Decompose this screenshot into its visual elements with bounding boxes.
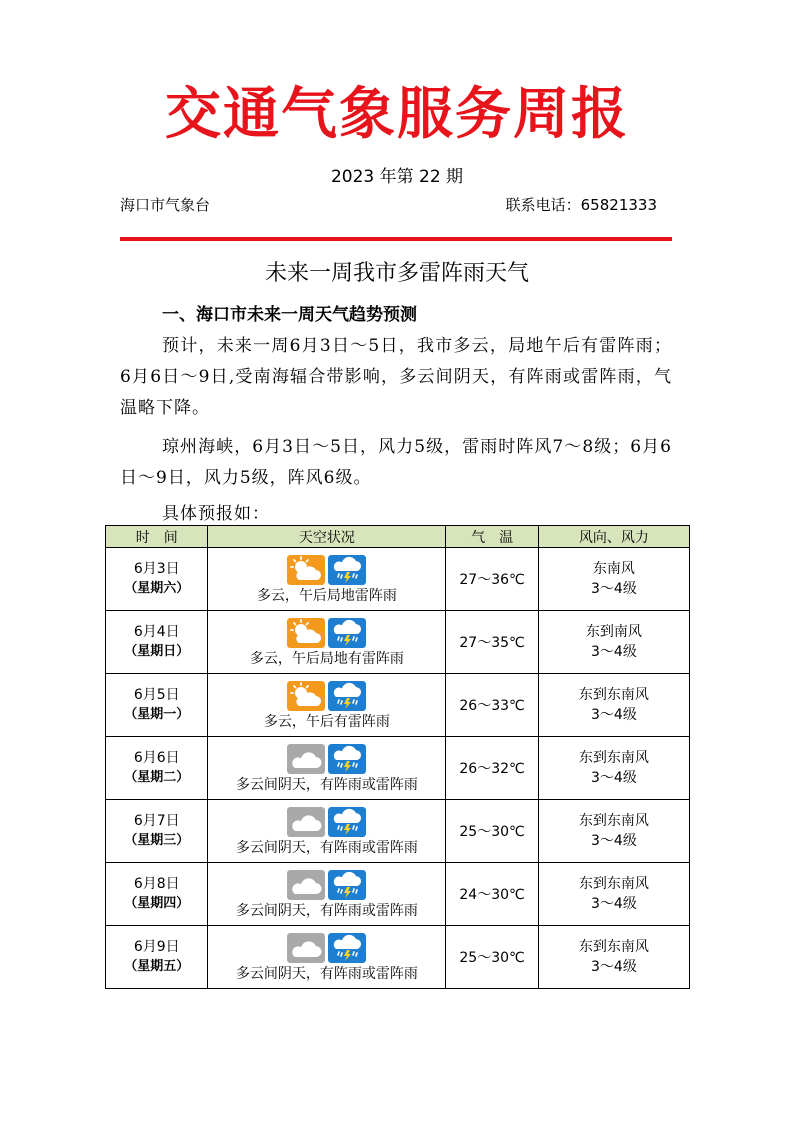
date-cell: [106, 926, 208, 989]
sky-cell: [208, 611, 446, 674]
table-row: [106, 611, 690, 674]
partly-sunny-icon: [287, 618, 325, 648]
header-time: 时 间: [106, 526, 208, 548]
temperature-cell: 26～33℃: [446, 674, 539, 737]
temperature-cell: 27～36℃: [446, 548, 539, 611]
temperature-cell: 25～30℃: [446, 800, 539, 863]
wind-cell: [538, 611, 689, 674]
table-row: [106, 863, 690, 926]
wind-direction: 东到东南风: [578, 750, 649, 766]
thunderstorm-icon: [328, 933, 366, 963]
date-cell: [106, 674, 208, 737]
wind-direction: 东南风: [592, 561, 635, 577]
phone-number: 65821333: [580, 196, 657, 214]
date-cell: [106, 611, 208, 674]
sky-cell: [208, 926, 446, 989]
weather-icons: [208, 618, 445, 648]
overcast-icon: [287, 870, 325, 900]
date-cell: [106, 737, 208, 800]
wind-force: 3～4级: [591, 707, 637, 723]
weekday-text: （星期一）: [124, 707, 190, 722]
wind-direction: 东到东南风: [578, 687, 649, 703]
temperature-cell: 26～32℃: [446, 737, 539, 800]
sky-description: 多云间阴天，有阵雨或雷阵雨: [235, 903, 418, 919]
date-text: 6月7日: [133, 813, 180, 829]
sky-description: 多云间阴天，有阵雨或雷阵雨: [235, 966, 418, 982]
date-text: 6月3日: [133, 561, 180, 577]
weekday-text: （星期日）: [124, 644, 190, 659]
sky-cell: [208, 863, 446, 926]
wind-force: 3～4级: [591, 770, 637, 786]
temperature-cell: 27～35℃: [446, 611, 539, 674]
date-text: 6月6日: [133, 750, 180, 766]
thunderstorm-icon: [328, 870, 366, 900]
sky-description: 多云，午后局地有雷阵雨: [249, 651, 404, 667]
date-text: 6月4日: [133, 624, 180, 640]
report-title: 交通气象服务周报: [165, 82, 629, 147]
weekday-text: （星期三）: [124, 833, 190, 848]
weather-icons: [208, 744, 445, 774]
temperature-cell: 24～30℃: [446, 863, 539, 926]
forecast-paragraph-strait: 琼州海峡，6月3日～5日，风力5级，雷雨时阵风7～8级；6月6日～9日，风力5级，阵风6级。: [120, 437, 672, 488]
sky-description: 多云间阴天，有阵雨或雷阵雨: [235, 840, 418, 856]
wind-cell: [538, 926, 689, 989]
date-text: 6月8日: [133, 876, 180, 892]
wind-direction: 东到东南风: [578, 939, 649, 955]
thunderstorm-icon: [328, 744, 366, 774]
date-cell: [106, 548, 208, 611]
sky-cell: [208, 800, 446, 863]
thunderstorm-icon: [328, 681, 366, 711]
wind-force: 3～4级: [591, 644, 637, 660]
wind-force: 3～4级: [591, 959, 637, 975]
weather-icons: [208, 807, 445, 837]
forecast-intro: 具体预报如：: [162, 504, 270, 524]
table-row: [106, 800, 690, 863]
weekday-text: （星期五）: [124, 959, 190, 974]
wind-cell: [538, 548, 689, 611]
weekday-text: （星期四）: [124, 896, 190, 911]
wind-direction: 东到南风: [585, 624, 642, 640]
phone-label: 联系电话：: [505, 196, 581, 214]
temperature-cell: 25～30℃: [446, 926, 539, 989]
wind-force: 3～4级: [591, 581, 637, 597]
wind-cell: [538, 737, 689, 800]
header-sky: 天空状况: [208, 526, 446, 548]
weather-icons: [208, 555, 445, 585]
date-text: 6月9日: [133, 939, 180, 955]
weekday-text: （星期六）: [124, 581, 190, 596]
thunderstorm-icon: [328, 807, 366, 837]
overcast-icon: [287, 933, 325, 963]
forecast-table: [105, 525, 690, 989]
sky-description: 多云，午后有雷阵雨: [263, 714, 390, 730]
thunderstorm-icon: [328, 618, 366, 648]
wind-direction: 东到东南风: [578, 876, 649, 892]
overcast-icon: [287, 744, 325, 774]
sky-description: 多云间阴天，有阵雨或雷阵雨: [235, 777, 418, 793]
sky-description: 多云，午后局地雷阵雨: [256, 588, 397, 604]
forecast-paragraph-city: 预计，未来一周6月3日～5日，我市多云，局地午后有雷阵雨；6月6日～9日,受南海辐合带影响，多云间阴天，有阵雨或雷阵雨，气温略下降。: [120, 336, 672, 418]
weather-icons: [208, 933, 445, 963]
sky-cell: [208, 674, 446, 737]
sky-cell: [208, 548, 446, 611]
contact-phone: [506, 194, 657, 215]
thunderstorm-icon: [328, 555, 366, 585]
wind-cell: [538, 800, 689, 863]
sky-cell: [208, 737, 446, 800]
wind-force: 3～4级: [591, 896, 637, 912]
partly-sunny-icon: [287, 555, 325, 585]
table-header-row: [106, 526, 690, 548]
forecast-table-body: [106, 548, 690, 989]
wind-force: 3～4级: [591, 833, 637, 849]
weather-icons: [208, 681, 445, 711]
date-cell: [106, 800, 208, 863]
table-row: [106, 548, 690, 611]
table-row: [106, 926, 690, 989]
date-text: 6月5日: [133, 687, 180, 703]
wind-cell: [538, 674, 689, 737]
wind-cell: [538, 863, 689, 926]
organization-name: 海口市气象台: [120, 196, 211, 214]
table-row: [106, 737, 690, 800]
weather-icons: [208, 870, 445, 900]
header-divider: [120, 237, 672, 241]
date-cell: [106, 863, 208, 926]
wind-direction: 东到东南风: [578, 813, 649, 829]
table-row: [106, 674, 690, 737]
report-subtitle: 未来一周我市多雷阵雨天气: [264, 261, 529, 286]
header-wind: 风向、风力: [538, 526, 689, 548]
weekday-text: （星期二）: [124, 770, 190, 785]
header-temperature: 气 温: [446, 526, 539, 548]
issue-number: 2023 年第 22 期: [330, 167, 464, 187]
overcast-icon: [287, 807, 325, 837]
partly-sunny-icon: [287, 681, 325, 711]
section-heading: 一、海口市未来一周天气趋势预测: [162, 305, 417, 325]
